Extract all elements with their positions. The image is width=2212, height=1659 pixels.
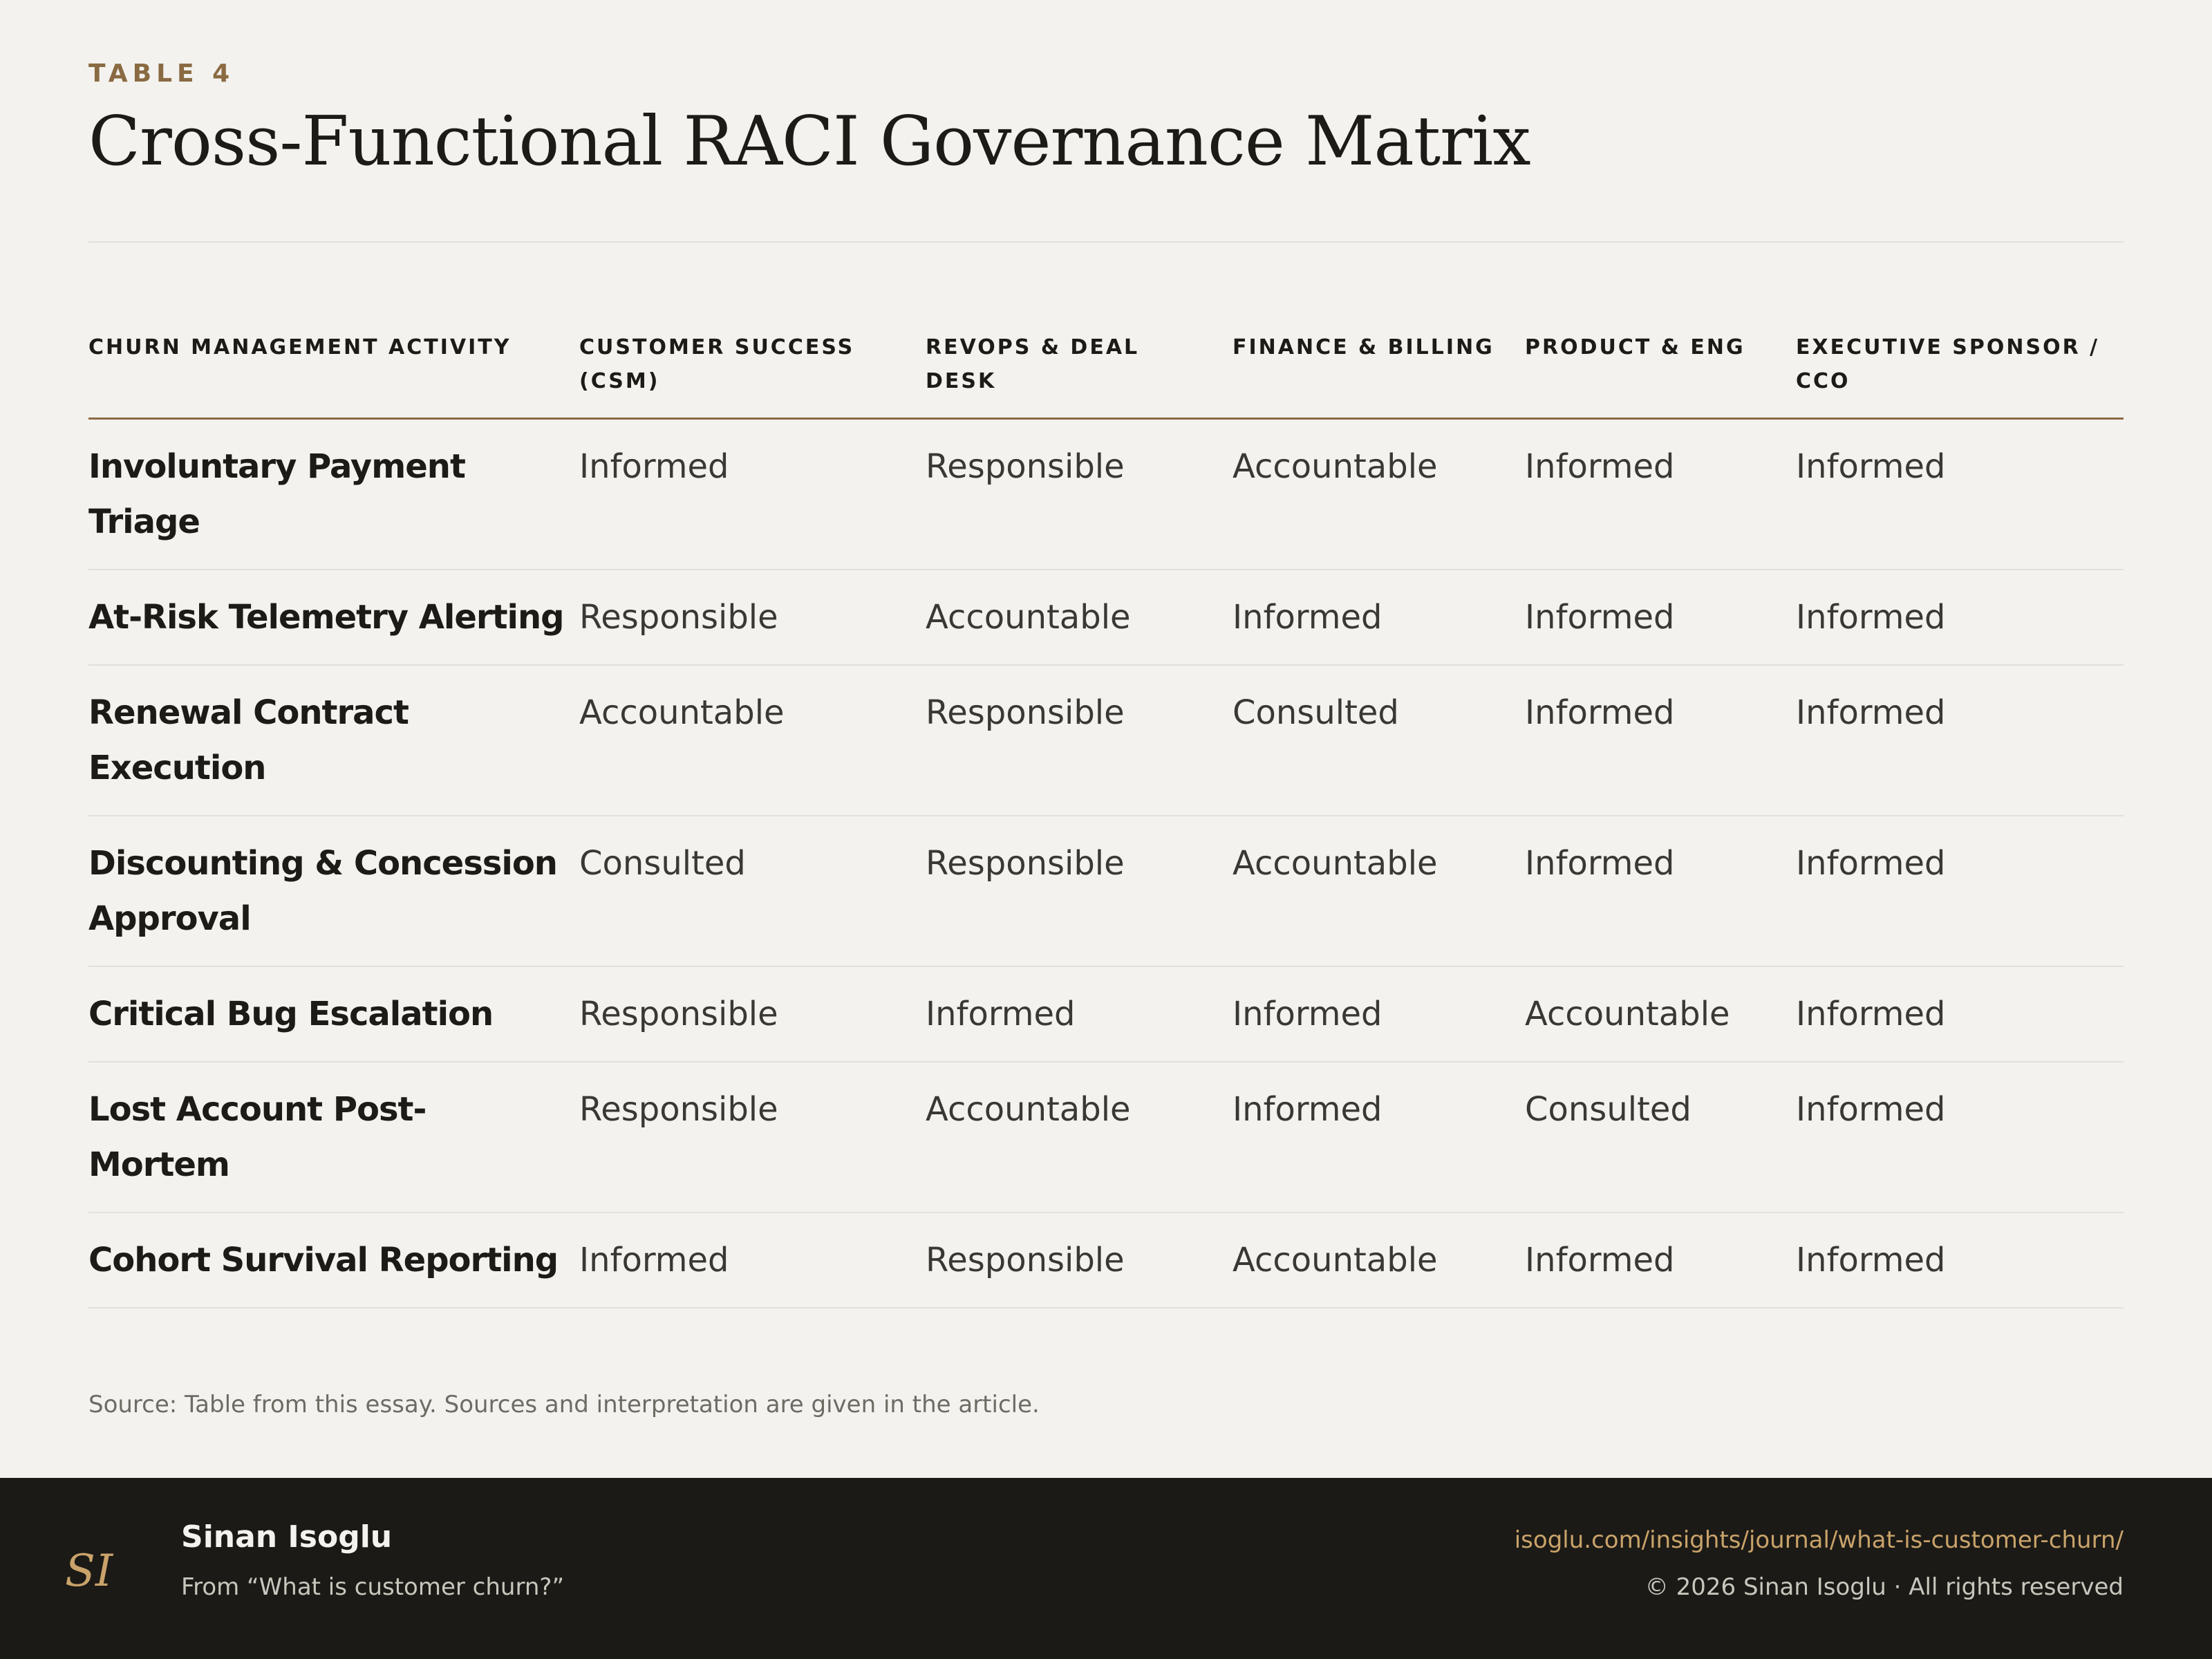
raci-role-cell: Consulted bbox=[1525, 1062, 1796, 1212]
raci-role-cell: Informed bbox=[1796, 570, 2124, 665]
table-row bbox=[88, 1062, 2124, 1212]
raci-role-cell: Informed bbox=[1796, 1212, 2124, 1308]
raci-role-cell: Informed bbox=[1796, 1062, 2124, 1212]
raci-role-cell: Responsible bbox=[926, 665, 1232, 816]
svg-text:SI: SI bbox=[65, 1546, 113, 1597]
page-title: Cross-Functional RACI Governance Matrix bbox=[88, 102, 1530, 181]
raci-role-cell: Accountable bbox=[1232, 816, 1525, 966]
raci-role-cell: Informed bbox=[1232, 570, 1525, 665]
monogram-logo-icon bbox=[64, 1539, 119, 1601]
author-name: Sinan Isoglu bbox=[181, 1519, 393, 1555]
table-number-label: TABLE 4 bbox=[88, 59, 235, 88]
raci-role-cell: Accountable bbox=[926, 570, 1232, 665]
table-row bbox=[88, 419, 2124, 570]
raci-role-cell: Responsible bbox=[579, 570, 926, 665]
activity-cell: Renewal Contract Execution bbox=[88, 665, 579, 816]
article-reference: From “What is customer churn?” bbox=[181, 1573, 565, 1601]
raci-role-cell: Informed bbox=[1796, 816, 2124, 966]
source-note: Source: Table from this essay. Sources and interpretation are given in the article. bbox=[88, 1391, 1040, 1418]
raci-role-cell: Consulted bbox=[1232, 665, 1525, 816]
raci-role-cell: Accountable bbox=[579, 665, 926, 816]
table-row bbox=[88, 816, 2124, 966]
article-url-link[interactable]: isoglu.com/insights/journal/what-is-customer-churn/ bbox=[1514, 1526, 2124, 1554]
table-row bbox=[88, 1212, 2124, 1308]
raci-role-cell: Informed bbox=[1796, 419, 2124, 570]
activity-cell: Critical Bug Escalation bbox=[88, 966, 579, 1062]
activity-cell: Lost Account Post-Mortem bbox=[88, 1062, 579, 1212]
raci-role-cell: Responsible bbox=[926, 1212, 1232, 1308]
raci-role-cell: Accountable bbox=[1525, 966, 1796, 1062]
title-divider bbox=[88, 241, 2124, 243]
raci-role-cell: Responsible bbox=[579, 1062, 926, 1212]
raci-role-cell: Informed bbox=[1232, 966, 1525, 1062]
raci-role-cell: Informed bbox=[1232, 1062, 1525, 1212]
column-header-executive-sponsor: EXECUTIVE SPONSOR / CCO bbox=[1796, 330, 2124, 419]
copyright-notice: © 2026 Sinan Isoglu · All rights reserved bbox=[1644, 1573, 2124, 1601]
column-header-product-eng: PRODUCT & ENG bbox=[1525, 330, 1796, 419]
raci-role-cell: Informed bbox=[1525, 1212, 1796, 1308]
raci-role-cell: Informed bbox=[1525, 665, 1796, 816]
raci-role-cell: Informed bbox=[926, 966, 1232, 1062]
raci-role-cell: Informed bbox=[1525, 419, 1796, 570]
raci-role-cell: Consulted bbox=[579, 816, 926, 966]
raci-role-cell: Responsible bbox=[579, 966, 926, 1062]
column-header-finance: FINANCE & BILLING bbox=[1232, 330, 1525, 419]
footer bbox=[0, 1478, 2212, 1659]
raci-role-cell: Responsible bbox=[926, 816, 1232, 966]
activity-cell: At-Risk Telemetry Alerting bbox=[88, 570, 579, 665]
column-header-customer-success: CUSTOMER SUCCESS (CSM) bbox=[579, 330, 926, 419]
table-row bbox=[88, 665, 2124, 816]
activity-cell: Involuntary Payment Triage bbox=[88, 419, 579, 570]
raci-role-cell: Accountable bbox=[1232, 419, 1525, 570]
raci-role-cell: Responsible bbox=[926, 419, 1232, 570]
table-body bbox=[88, 419, 2124, 1309]
table-row bbox=[88, 570, 2124, 665]
table-row bbox=[88, 966, 2124, 1062]
raci-role-cell: Accountable bbox=[1232, 1212, 1525, 1308]
raci-role-cell: Informed bbox=[1796, 966, 2124, 1062]
table-header-row bbox=[88, 330, 2124, 419]
raci-role-cell: Informed bbox=[1525, 570, 1796, 665]
raci-role-cell: Accountable bbox=[926, 1062, 1232, 1212]
raci-role-cell: Informed bbox=[579, 1212, 926, 1308]
raci-role-cell: Informed bbox=[1796, 665, 2124, 816]
raci-role-cell: Informed bbox=[579, 419, 926, 570]
column-header-activity: CHURN MANAGEMENT ACTIVITY bbox=[88, 330, 579, 419]
column-header-revops: REVOPS & DEAL DESK bbox=[926, 330, 1232, 419]
raci-table bbox=[88, 330, 2124, 1309]
activity-cell: Cohort Survival Reporting bbox=[88, 1212, 579, 1308]
raci-role-cell: Informed bbox=[1525, 816, 1796, 966]
activity-cell: Discounting & Concession Approval bbox=[88, 816, 579, 966]
